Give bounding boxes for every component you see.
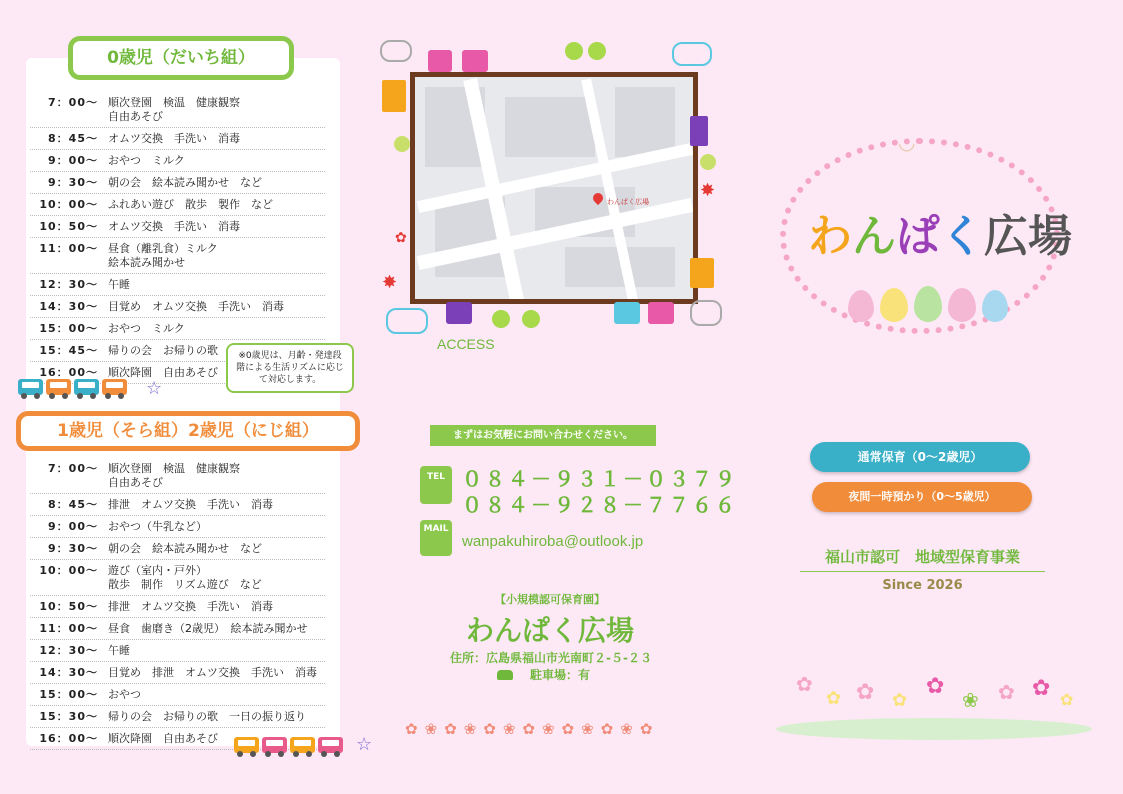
certification-text: 福山市認可 地域型保育事業 [800,546,1045,572]
facility-name: わんぱく広場 [465,614,634,647]
building-icon [690,116,708,146]
schedule-time: 9：00～ [48,520,98,533]
address-text: 住所：広島県福山市光南町２-５-２３ [450,651,652,665]
since-text: Since 2026 [882,578,963,593]
schedule-activity: 排泄 オムツ交換 手洗い 消毒 [108,498,273,511]
schedule-row [30,92,325,128]
schedule-time: 7：00～ [48,96,98,109]
flower-border-decoration: ✿❀✿❀✿❀✿❀✿❀✿❀✿ [405,720,660,738]
schedule-time: 14：30～ [39,666,98,679]
schedule-row [30,274,325,296]
tree-icon [565,42,583,60]
schedule-row [30,128,325,150]
schedule-time: 12：30～ [39,278,98,291]
schedule-row [30,318,325,340]
schedule-time: 14：30～ [39,300,98,313]
schedule-time: 15：30～ [39,710,98,723]
building-icon [382,80,406,112]
schedule-row [30,618,325,640]
tel-number-1[interactable]: ０８４－９３１－０３７９ [462,467,738,491]
schedule-time: 7：00～ [48,462,98,475]
egg-icon [982,290,1008,322]
service-night-badge: 夜間一時預かり（0～5歳児） [812,482,1032,512]
schedule-time: 10：00～ [39,564,98,577]
tree-icon [492,310,510,328]
logo-char: ん [852,211,896,262]
schedule-activity: おやつ ミルク [108,322,185,335]
schedule-time: 8：45～ [48,498,98,511]
schedule-time: 10：00～ [39,198,98,211]
schedule-time: 10：50～ [39,220,98,233]
schedule-row [30,596,325,618]
logo-char: 場 [1028,211,1072,262]
schedule-row [30,684,325,706]
class12-schedule [30,458,325,750]
schedule-row [30,458,325,494]
schedule-row [30,216,325,238]
map-pin-label: わんぱく広場 [607,198,649,206]
access-label: ACCESS [437,336,495,352]
building-icon [462,50,488,72]
building-icon [614,302,640,324]
tree-icon [522,310,540,328]
parking-text: 駐車場：有 [530,668,591,682]
class12-title [16,411,360,451]
schedule-activity: 順次降園 自由あそび [108,732,218,745]
building-icon [428,50,452,72]
schedule-activity: 帰りの会 お帰りの歌 一日の振り返り [108,710,306,723]
tree-icon [394,136,410,152]
service-regular-badge: 通常保育（0～2歳児） [810,442,1030,472]
schedule-activity: オムツ交換 手洗い 消毒 [108,220,240,233]
schedule-activity: 朝の会 絵本読み聞かせ など [108,542,262,555]
schedule-activity: 排泄 オムツ交換 手洗い 消毒 [108,600,273,613]
car-icon [497,670,513,680]
schedule-time: 15：00～ [39,688,98,701]
schedule-time: 16：00～ [39,366,98,379]
schedule-row [30,238,325,274]
train-decoration-top [18,379,127,395]
schedule-activity: オムツ交換 手洗い 消毒 [108,132,240,145]
schedule-activity: 遊び（室内・戸外） 散歩 制作 リズム遊び など [108,564,262,591]
class12-title-text: 1歳児（そら組）2歳児（にじ組） [57,421,319,441]
schedule-time: 9：00～ [48,154,98,167]
logo-char: 広 [984,211,1028,262]
class0-note-text: ※0歳児は、月齢・発達段階による生活リズムに応じて対応します。 [236,351,344,385]
schedule-time: 15：45～ [39,344,98,357]
schedule-activity: 順次降園 自由あそび [108,366,218,379]
schedule-row [30,150,325,172]
star-icon: ☆ [146,378,163,399]
schedule-time: 11：00～ [39,242,98,255]
schedule-row [30,662,325,684]
schedule-activity: おやつ（牛乳など） [108,520,207,533]
schedule-time: 11：00～ [39,622,98,635]
schedule-row [30,494,325,516]
schedule-activity: 目覚め 排泄 オムツ交換 手洗い 消毒 [108,666,317,679]
logo-char: わ [808,211,852,262]
schedule-time: 15：00～ [39,322,98,335]
schedule-row [30,560,325,596]
schedule-time: 9：30～ [48,542,98,555]
schedule-activity: 昼食（離乳食）ミルク 絵本読み聞かせ [108,242,218,269]
schedule-row [30,296,325,318]
cloud-icon [380,40,412,62]
star-icon: ☆ [356,734,373,755]
schedule-activity: おやつ ミルク [108,154,185,167]
flower-garden-illustration: ✿ ✿ ✿ ✿ ✿ ❀ ✿ ✿ ✿ [776,660,1092,740]
schedule-time: 8：45～ [48,132,98,145]
schedule-row [30,516,325,538]
schedule-time: 12：30～ [39,644,98,657]
cloud-icon [386,308,428,334]
schedule-activity: 帰りの会 お帰りの歌 [108,344,218,357]
schedule-time: 10：50～ [39,600,98,613]
tree-icon [700,154,716,170]
schedule-activity: 昼食 歯磨き（2歳児） 絵本読み聞かせ [108,622,308,635]
access-map[interactable] [410,72,698,304]
logo-char: く [940,211,984,262]
egg-icon [914,286,942,322]
sun-icon: ✸ [700,180,716,201]
class0-title [68,36,294,80]
schedule-row [30,538,325,560]
class0-schedule [30,92,325,384]
tel-icon: TEL [420,466,452,504]
egg-icon [848,290,874,322]
schedule-activity: 午睡 [108,644,130,657]
schedule-activity: 順次登園 検温 健康観察 自由あそび [108,96,240,123]
cloud-icon [672,42,712,66]
building-icon [648,302,674,324]
schedule-activity: 目覚め オムツ交換 手洗い 消毒 [108,300,284,313]
schedule-activity: 順次登園 検温 健康観察 自由あそび [108,462,240,489]
email-address[interactable]: wanpakuhiroba@outlook.jp [462,533,644,550]
category-label: 【小規模認可保育園】 [495,593,605,606]
egg-icon [948,288,976,322]
facility-logo [808,200,1072,262]
schedule-time: 9：30～ [48,176,98,189]
schedule-row [30,172,325,194]
class0-note [226,343,354,393]
contact-banner: まずはお気軽にお問い合わせください。 [430,425,656,446]
schedule-activity: 午睡 [108,278,130,291]
tree-icon [588,42,606,60]
schedule-row [30,640,325,662]
schedule-activity: おやつ [108,688,141,701]
schedule-activity: ふれあい遊び 散歩 製作 など [108,198,273,211]
schedule-row [30,194,325,216]
mail-icon: MAIL [420,520,452,556]
building-icon [446,302,472,324]
schedule-row [30,706,325,728]
schedule-time: 16：00～ [39,732,98,745]
flower-icon: ✿ [395,230,407,246]
schedule-activity: 朝の会 絵本読み聞かせ など [108,176,262,189]
egg-icon [880,288,908,322]
logo-char: ぱ [896,211,940,262]
sun-icon: ✸ [382,272,398,293]
cloud-icon [690,300,722,326]
rabbit-icon: ◡ [898,130,916,154]
tel-number-2[interactable]: ０８４－９２８－７７６６ [462,493,738,517]
train-decoration-bottom [234,737,343,753]
class0-title-text: 0歳児（だいち組） [107,48,255,68]
building-icon [690,258,714,288]
